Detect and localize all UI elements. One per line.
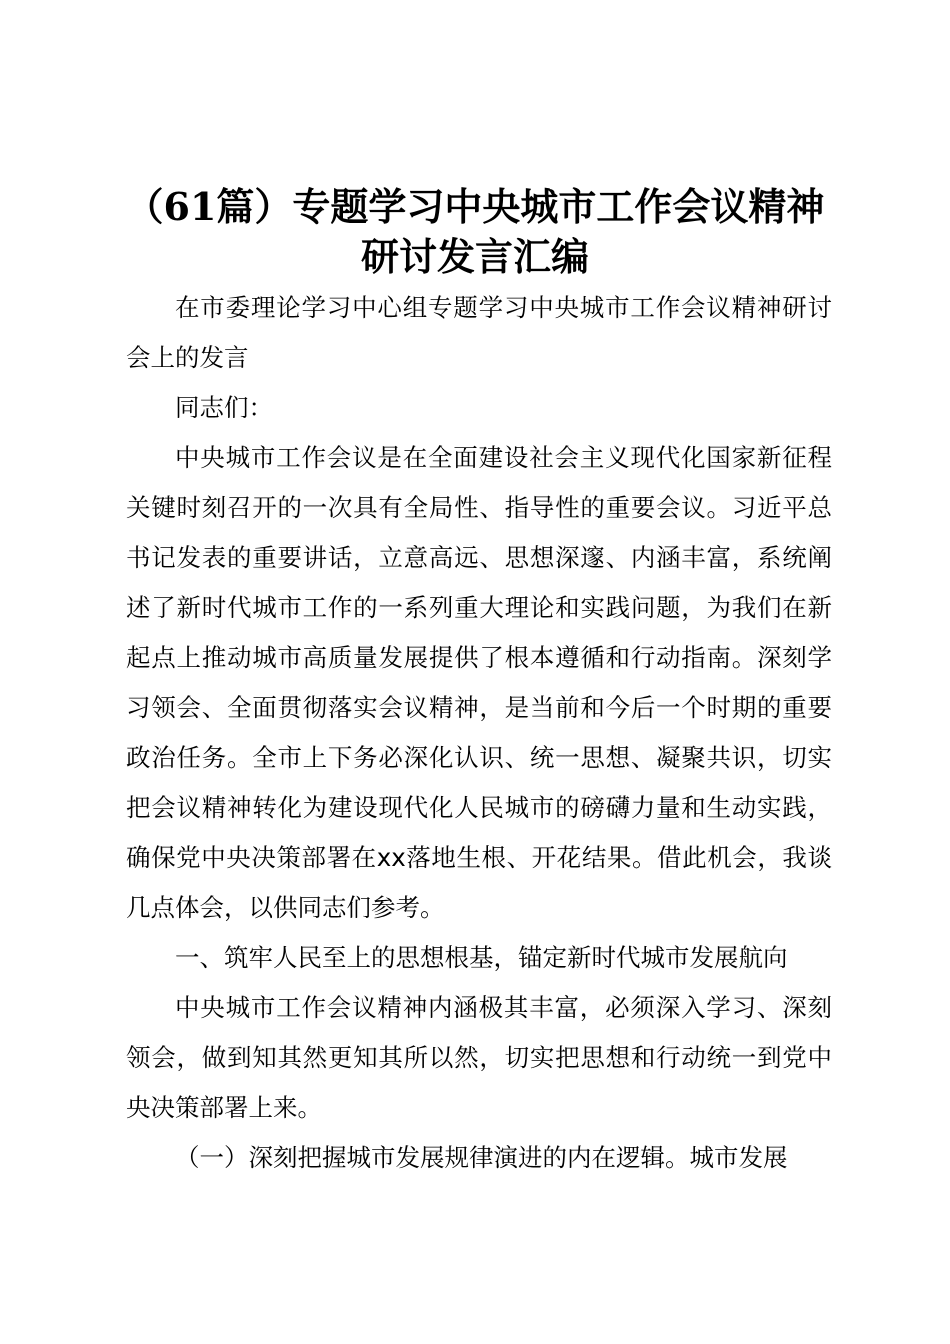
- salutation: 同志们：: [175, 393, 273, 422]
- section-1-paragraph: 中央城市工作会议精神内涵极其丰富，必须深入学习、深刻领会，做到知其然更知其所以然，切实把思想和行动统一到党中央决策部署上来。: [126, 993, 832, 1122]
- document-body: [126, 283, 832, 1183]
- section-heading-1: 一、筑牢人民至上的思想根基，锚定新时代城市发展航向: [175, 943, 788, 972]
- subsection-heading-1: （一）深刻把握城市发展规律演进的内在逻辑。城市发展: [175, 1143, 788, 1172]
- document-title: （61篇）专题学习中央城市工作会议精神研讨发言汇编: [125, 184, 825, 279]
- intro-paragraph: 中央城市工作会议是在全面建设社会主义现代化国家新征程关键时刻召开的一次具有全局性、指导性的重要会议。习近平总书记发表的重要讲话，立意高远、思想深邃、内涵丰富，系统阐述了新时代城市工作的一系列重大理论和实践问题，为我们在新起点上推动城市高质量发展提供了根本遵循和行动指南。深刻学习领会、全面贯彻落实会议精神，是当前和今后一个时期的重要政治任务。全市上下务必深化认识、统一思想、凝聚共识，切实把会议精神转化为建设现代化人民城市的磅礴力量和生动实践，确保党中央决策部署在xx落地生根、开花结果。借此机会，我谈几点体会，以供同志们参考。: [126, 443, 832, 922]
- meeting-heading: 在市委理论学习中心组专题学习中央城市工作会议精神研讨会上的发言: [126, 293, 832, 372]
